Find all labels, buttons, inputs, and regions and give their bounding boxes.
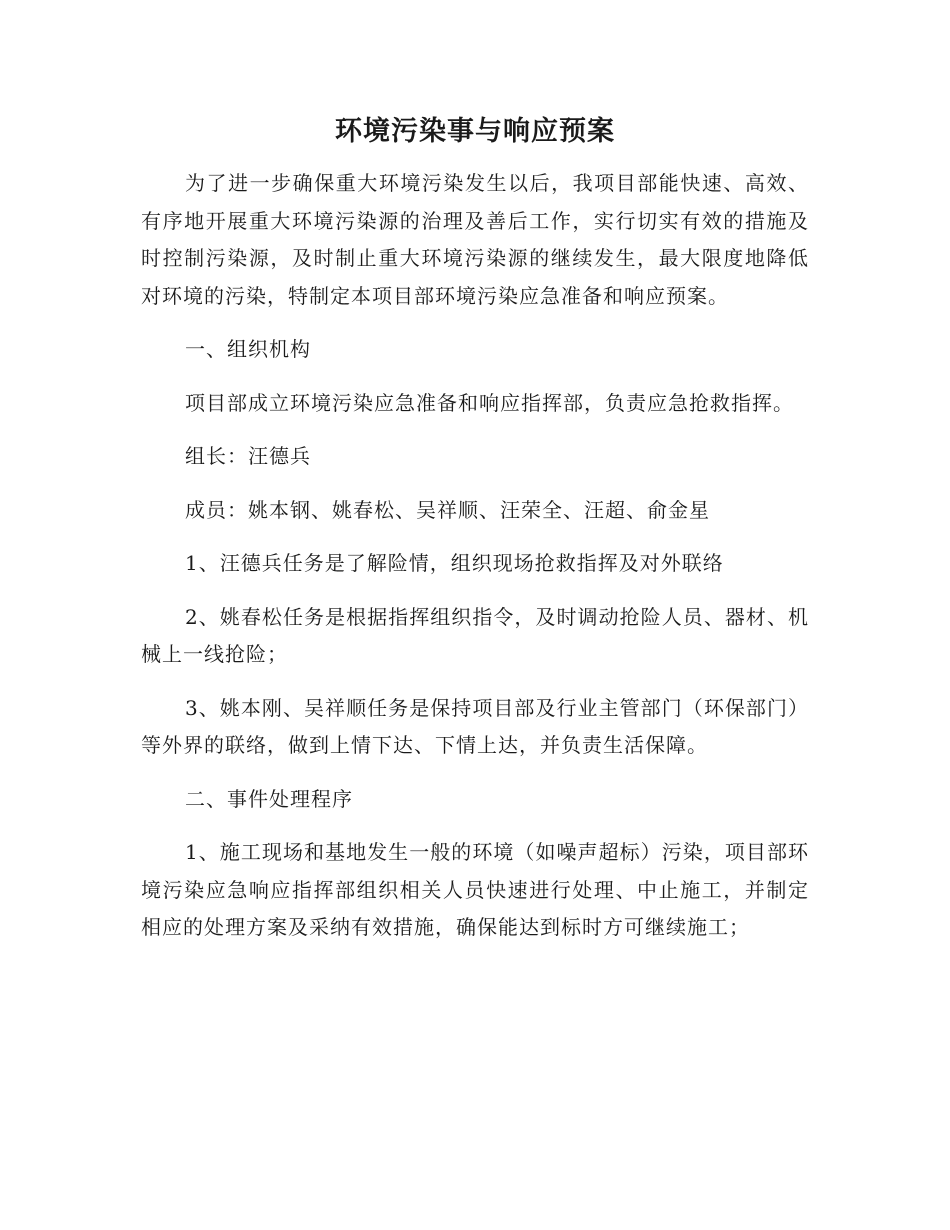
paragraph-procedure-1: 1、施工现场和基地发生一般的环境（如噪声超标）污染，项目部环境污染应急响应指挥部组织相关人员快速进行处理、中止施工，并制定相应的处理方案及采纳有效措施，确保能达到标时方可继续施工； [141, 840, 809, 939]
section-heading-organization: 一、组织机构 [185, 337, 311, 361]
document-title: 环境污染事与响应预案 [335, 116, 615, 147]
paragraph-duty-2: 2、姚春松任务是根据指挥组织指令，及时调动抢险人员、器材、机械上一线抢险； [141, 604, 809, 666]
paragraph-members: 成员：姚本钢、姚春松、吴祥顺、汪荣全、汪超、俞金星 [185, 497, 710, 522]
document-body [141, 165, 809, 963]
paragraph-duty-1: 1、汪德兵任务是了解险情，组织现场抢救指挥及对外联络 [185, 551, 724, 575]
section-heading-procedure: 二、事件处理程序 [185, 786, 353, 811]
paragraph-command-setup: 项目部成立环境污染应急准备和响应指挥部，负责应急抢救指挥。 [185, 390, 794, 415]
paragraph-group-leader: 组长：汪德兵 [185, 444, 311, 468]
paragraph-intro: 为了进一步确保重大环境污染发生以后，我项目部能快速、高效、有序地开展重大环境污染源的治理及善后工作，实行切实有效的措施及时控制污染源，及时制止重大环境污染源的继续发生，最大限度地降低对环境的污染，特制定本项目部环境污染应急准备和响应预案。 [141, 171, 809, 308]
paragraph-duty-3: 3、姚本刚、吴祥顺任务是保持项目部及行业主管部门（环保部门）等外界的联络，做到上情下达、下情上达，并负责生活保障。 [141, 695, 809, 757]
